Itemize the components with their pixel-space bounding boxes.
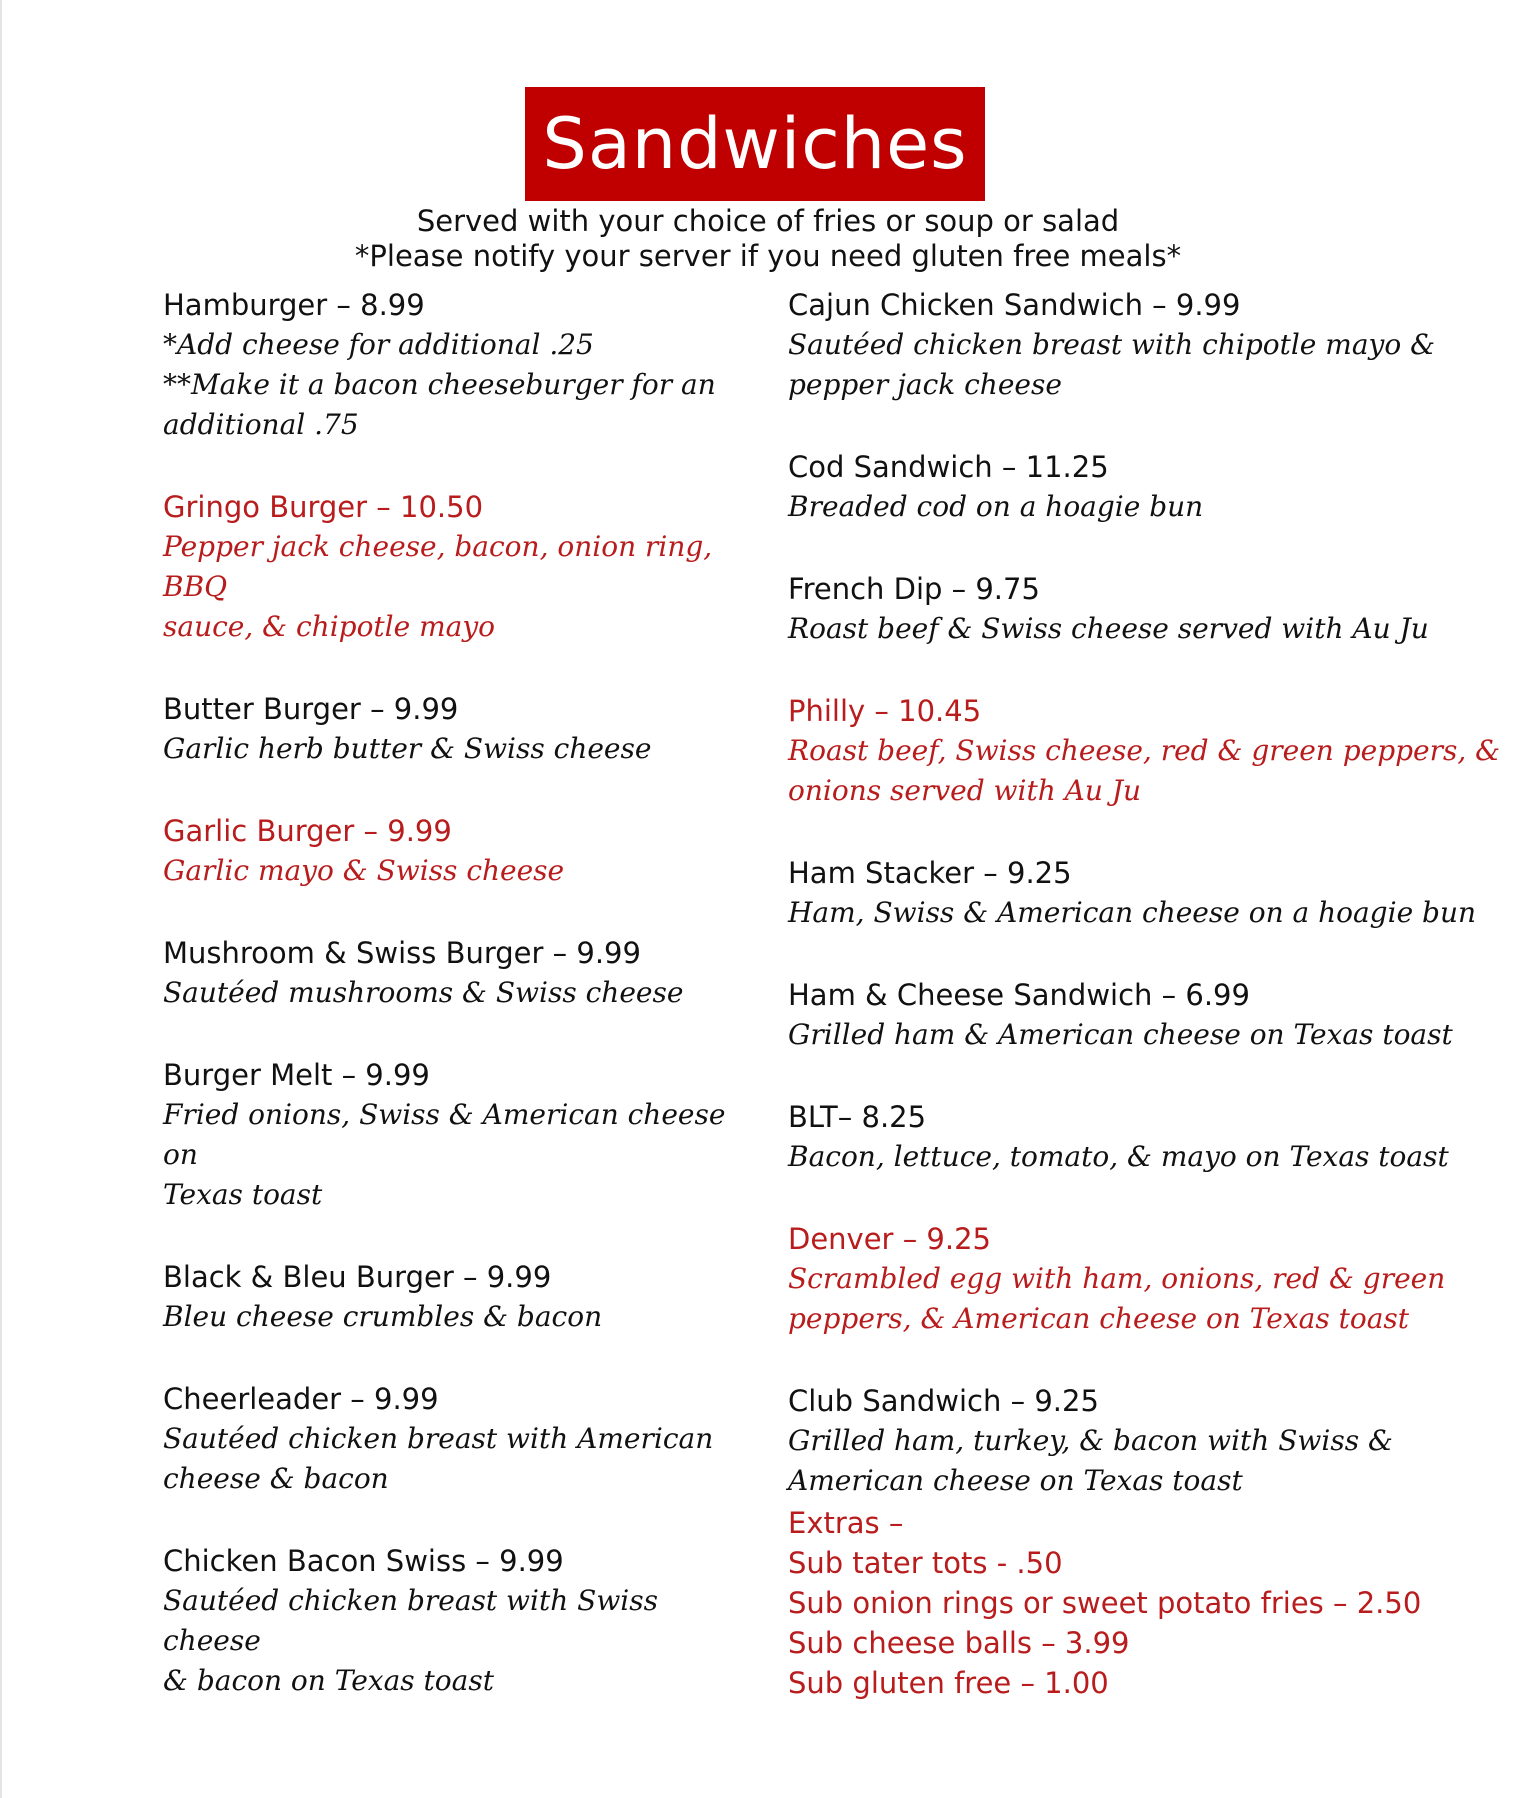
menu-item-price: – 9.99 xyxy=(354,814,452,848)
menu-item-cheerleader xyxy=(163,1379,763,1499)
menu-item-description: Sautéed mushrooms & Swiss cheese xyxy=(163,976,684,1009)
menu-item-cod-sandwich xyxy=(788,447,1508,527)
menu-item-price: – 9.99 xyxy=(466,1544,564,1578)
menu-item-description: Ham, Swiss & American cheese on a hoagie bun xyxy=(788,896,1477,929)
extras-item: Sub cheese balls – 3.99 xyxy=(788,1626,1130,1660)
menu-item-blt xyxy=(788,1097,1508,1177)
menu-item-ham-and-cheese-sandwich xyxy=(788,975,1508,1055)
menu-item-heading xyxy=(163,1379,763,1419)
menu-item-price: – 9.99 xyxy=(332,1058,430,1092)
menu-item-description: Fried onions, Swiss & American cheese on xyxy=(163,1098,726,1171)
menu-item-burger-melt xyxy=(163,1055,763,1215)
menu-item-heading xyxy=(788,691,1508,731)
menu-item-description: American cheese on Texas toast xyxy=(788,1464,1243,1497)
menu-item-name: Cheerleader xyxy=(163,1382,342,1416)
menu-item-heading xyxy=(163,689,763,729)
menu-item-description: peppers, & American cheese on Texas toast xyxy=(788,1302,1410,1335)
menu-item-description: Scrambled egg with ham, onions, red & green xyxy=(788,1262,1446,1295)
menu-item-description: Breaded cod on a hoagie bun xyxy=(788,490,1204,523)
menu-item-price: – 9.99 xyxy=(453,1260,552,1294)
menu-item-description: additional .75 xyxy=(163,408,359,441)
menu-item-garlic-burger xyxy=(163,811,763,891)
menu-item-description: Bacon, lettuce, tomato, & mayo on Texas toast xyxy=(788,1140,1449,1173)
menu-item-cajun-chicken-sandwich xyxy=(788,285,1508,405)
menu-item-heading xyxy=(163,1541,763,1581)
extras-heading: Extras – xyxy=(788,1506,904,1540)
menu-item-gringo-burger xyxy=(163,487,763,647)
menu-item-black-and-bleu-burger xyxy=(163,1257,763,1337)
menu-column-left xyxy=(163,285,763,1701)
subtitle-gluten-note: *Please notify your server if you need gluten free meals* xyxy=(354,239,1182,273)
menu-item-price: – 6.99 xyxy=(1152,978,1250,1012)
menu-item-price: – 8.25 xyxy=(837,1100,927,1134)
menu-item-name: Club Sandwich xyxy=(788,1384,1002,1418)
menu-item-name: Garlic Burger xyxy=(163,814,355,848)
menu-item-price: – 8.99 xyxy=(327,288,425,322)
menu-item-description: cheese & bacon xyxy=(163,1462,389,1495)
menu-item-name: Cod Sandwich xyxy=(788,450,993,484)
menu-item-description: Roast beef, Swiss cheese, red & green peppers, & xyxy=(788,734,1501,767)
title-banner xyxy=(525,87,985,201)
menu-item-description: Garlic herb butter & Swiss cheese xyxy=(163,732,652,765)
menu-item-description: Grilled ham & American cheese on Texas toast xyxy=(788,1018,1453,1051)
extras-item: Sub onion rings or sweet potato fries – 2.50 xyxy=(788,1586,1422,1620)
menu-item-price: – 10.45 xyxy=(865,694,982,728)
menu-item-heading xyxy=(788,447,1508,487)
menu-item-name: Black & Bleu Burger xyxy=(163,1260,454,1294)
menu-item-heading xyxy=(788,853,1508,893)
menu-item-name: Ham Stacker xyxy=(788,856,975,890)
menu-item-description: Sautéed chicken breast with American xyxy=(163,1422,714,1455)
extras-item: Sub gluten free – 1.00 xyxy=(788,1666,1109,1700)
menu-item-name: BLT xyxy=(788,1100,838,1134)
menu-item-price: – 9.75 xyxy=(942,572,1040,606)
menu-item-description: *Add cheese for additional .25 xyxy=(163,328,594,361)
menu-item-description: Sautéed chicken breast with chipotle mayo & xyxy=(788,328,1436,361)
menu-item-description: Garlic mayo & Swiss cheese xyxy=(163,854,565,887)
menu-item-chicken-bacon-swiss xyxy=(163,1541,763,1701)
menu-item-name: Cajun Chicken Sandwich xyxy=(788,288,1143,322)
menu-item-heading xyxy=(788,975,1508,1015)
menu-item-price: – 9.25 xyxy=(974,856,1072,890)
menu-item-price: – 9.99 xyxy=(341,1382,439,1416)
menu-item-philly xyxy=(788,691,1508,811)
menu-item-heading xyxy=(788,569,1508,609)
menu-item-heading xyxy=(788,1381,1508,1421)
menu-item-french-dip xyxy=(788,569,1508,649)
menu-item-heading xyxy=(163,933,763,973)
menu-item-description: Texas toast xyxy=(163,1178,323,1211)
menu-item-name: Burger Melt xyxy=(163,1058,333,1092)
menu-item-name: Mushroom & Swiss Burger xyxy=(163,936,544,970)
menu-item-heading xyxy=(163,1257,763,1297)
menu-item-description: Roast beef & Swiss cheese served with Au Ju xyxy=(788,612,1429,645)
menu-item-heading xyxy=(163,487,763,527)
menu-item-price: – 10.50 xyxy=(367,490,484,524)
menu-item-heading xyxy=(163,285,763,325)
menu-item-description: & bacon on Texas toast xyxy=(163,1664,494,1697)
menu-item-heading xyxy=(788,1219,1508,1259)
menu-item-name: Butter Burger xyxy=(163,692,361,726)
menu-item-name: Hamburger xyxy=(163,288,328,322)
menu-item-price: – 11.25 xyxy=(992,450,1109,484)
menu-item-butter-burger xyxy=(163,689,763,769)
menu-item-description: Sautéed chicken breast with Swiss cheese xyxy=(163,1584,658,1657)
right-items xyxy=(788,285,1508,1501)
menu-item-ham-stacker xyxy=(788,853,1508,933)
menu-item-hamburger xyxy=(163,285,763,445)
menu-item-heading xyxy=(163,1055,763,1095)
menu-item-name: French Dip xyxy=(788,572,943,606)
menu-item-denver xyxy=(788,1219,1508,1339)
menu-item-price: – 9.99 xyxy=(543,936,641,970)
menu-item-club-sandwich xyxy=(788,1381,1508,1501)
menu-item-name: Gringo Burger xyxy=(163,490,368,524)
menu-item-name: Ham & Cheese Sandwich xyxy=(788,978,1153,1012)
subtitle-sides: Served with your choice of fries or soup or salad xyxy=(416,204,1120,238)
menu-item-description: Grilled ham, turkey, & bacon with Swiss & xyxy=(788,1424,1393,1457)
menu-item-price: – 9.25 xyxy=(1001,1384,1099,1418)
menu-item-description: sauce, & chipotle mayo xyxy=(163,610,496,643)
extras-list xyxy=(788,1503,1508,1703)
menu-item-description: pepper jack cheese xyxy=(788,368,1062,401)
menu-item-name: Denver xyxy=(788,1222,894,1256)
menu-item-description: Bleu cheese crumbles & bacon xyxy=(163,1300,603,1333)
menu-item-description: Pepper jack cheese, bacon, onion ring, BBQ xyxy=(163,530,713,603)
menu-item-name: Philly xyxy=(788,694,866,728)
extras-item: Sub tater tots - .50 xyxy=(788,1546,1063,1580)
menu-item-price: – 9.25 xyxy=(893,1222,991,1256)
menu-item-price: – 9.99 xyxy=(360,692,459,726)
menu-item-mushroom-and-swiss-burger xyxy=(163,933,763,1013)
menu-item-heading xyxy=(788,285,1508,325)
menu-item-price: – 9.99 xyxy=(1142,288,1241,322)
menu-item-heading xyxy=(163,811,763,851)
menu-item-name: Chicken Bacon Swiss xyxy=(163,1544,467,1578)
menu-item-heading xyxy=(788,1097,1508,1137)
page-title: Sandwiches xyxy=(542,103,968,185)
menu-item-description: **Make it a bacon cheeseburger for an xyxy=(163,368,716,401)
menu-column-right xyxy=(788,285,1508,1703)
menu-item-description: onions served with Au Ju xyxy=(788,774,1142,807)
